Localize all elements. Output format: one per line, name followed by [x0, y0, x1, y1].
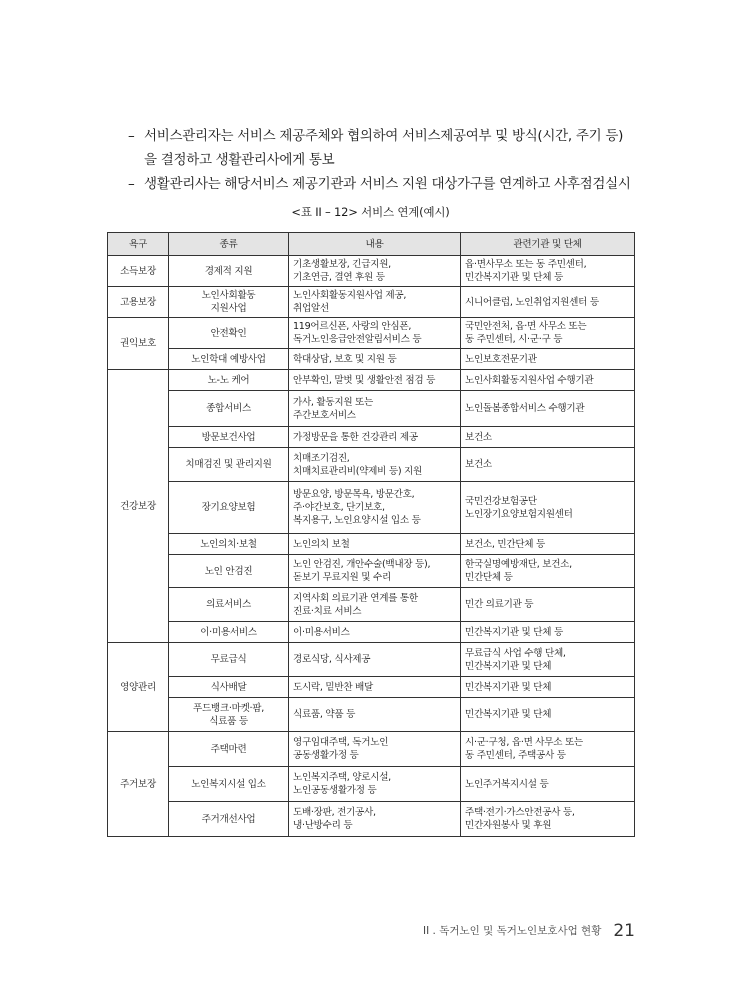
- type-cell: 방문보건사업: [169, 427, 289, 448]
- content-cell: 노인 안검진, 개안수술(백내장 등), 돋보기 무료지원 및 수리: [289, 555, 461, 588]
- content-cell: 노인사회활동지원사업 제공, 취업알선: [289, 287, 461, 318]
- content-cell: 방문요양, 방문목욕, 방문간호, 주·야간보호, 단기보호, 복지용구, 노인요양시설 입소 등: [289, 482, 461, 534]
- content-cell: 식료품, 약품 등: [289, 698, 461, 732]
- type-cell: 노-노 케어: [169, 370, 289, 391]
- bullet-list: [128, 124, 648, 196]
- org-cell: 보건소: [461, 427, 635, 448]
- org-cell: 노인보호전문기관: [461, 349, 635, 370]
- content-cell: 이·미용서비스: [289, 622, 461, 643]
- content-cell: 노인의치 보철: [289, 534, 461, 555]
- type-cell: 식사배달: [169, 677, 289, 698]
- content-cell: 지역사회 의료기관 연계를 통한 진료·치료 서비스: [289, 588, 461, 622]
- group-cell: 영양관리: [108, 643, 169, 732]
- table-row: [108, 349, 635, 370]
- org-cell: 시·군·구청, 읍·면 사무소 또는 동 주민센터, 주택공사 등: [461, 732, 635, 767]
- table-row: [108, 427, 635, 448]
- org-cell: 보건소, 민간단체 등: [461, 534, 635, 555]
- type-cell: 의료서비스: [169, 588, 289, 622]
- content-cell: 노인복지주택, 양로시설, 노인공동생활가정 등: [289, 767, 461, 802]
- table-row: [108, 318, 635, 349]
- group-cell: 소득보장: [108, 256, 169, 287]
- table-header-row: [108, 233, 635, 256]
- org-cell: 민간복지기관 및 단체: [461, 698, 635, 732]
- org-cell: 노인돌봄종합서비스 수행기관: [461, 391, 635, 427]
- table-row: [108, 287, 635, 318]
- bullet-item: – 생활관리사는 해당서비스 제공기관과 서비스 지원 대상가구를 연계하고 사후점검실시: [128, 176, 631, 192]
- type-cell: 노인 안검진: [169, 555, 289, 588]
- org-cell: 민간복지기관 및 단체: [461, 677, 635, 698]
- type-cell: 종합서비스: [169, 391, 289, 427]
- group-cell: 주거보장: [108, 732, 169, 837]
- org-cell: 민간복지기관 및 단체 등: [461, 622, 635, 643]
- type-cell: 장기요양보험: [169, 482, 289, 534]
- content-cell: 가정방문을 통한 건강관리 제공: [289, 427, 461, 448]
- table-row: [108, 482, 635, 534]
- org-cell: 민간 의료기관 등: [461, 588, 635, 622]
- org-cell: 한국실명예방재단, 보건소, 민간단체 등: [461, 555, 635, 588]
- bullet-item: – 서비스관리자는 서비스 제공주체와 협의하여 서비스제공여부 및 방식(시간, 주기 등): [128, 128, 624, 144]
- type-cell: 주거개선사업: [169, 802, 289, 837]
- table-row: [108, 534, 635, 555]
- type-cell: 노인사회활동 지원사업: [169, 287, 289, 318]
- type-cell: 치매검진 및 관리지원: [169, 448, 289, 482]
- content-cell: 경로식당, 식사제공: [289, 643, 461, 677]
- type-cell: 노인의치·보철: [169, 534, 289, 555]
- column-header: 내용: [289, 233, 461, 256]
- content-cell: 도배·장판, 전기공사, 냉·난방수리 등: [289, 802, 461, 837]
- column-header: 욕구: [108, 233, 169, 256]
- bullet-text: 을 결정하고 생활관리사에게 통보: [144, 152, 335, 168]
- type-cell: 안전확인: [169, 318, 289, 349]
- content-cell: 119어르신폰, 사랑의 안심폰, 독거노인응급안전알림서비스 등: [289, 318, 461, 349]
- table-row: [108, 588, 635, 622]
- table-caption: <표 II – 12> 서비스 연계(예시): [291, 205, 450, 219]
- page-footer: [423, 921, 635, 941]
- bullet-text: 생활관리사는 해당서비스 제공기관과 서비스 지원 대상가구를 연계하고 사후점검실시: [144, 176, 631, 192]
- table-row: [108, 256, 635, 287]
- content-cell: 도시락, 밑반찬 배달: [289, 677, 461, 698]
- table-row: [108, 732, 635, 767]
- org-cell: 노인사회활동지원사업 수행기관: [461, 370, 635, 391]
- type-cell: 노인복지시설 입소: [169, 767, 289, 802]
- table-row: [108, 370, 635, 391]
- table-row: [108, 698, 635, 732]
- org-cell: 국민건강보험공단 노인장기요양보험지원센터: [461, 482, 635, 534]
- type-cell: 노인학대 예방사업: [169, 349, 289, 370]
- bullet-item-continuation: [128, 148, 648, 172]
- bullet-text: 서비스관리자는 서비스 제공주체와 협의하여 서비스제공여부 및 방식(시간, 주기 등): [144, 128, 624, 144]
- org-cell: 무료급식 사업 수행 단체, 민간복지기관 및 단체: [461, 643, 635, 677]
- content-cell: 가사, 활동지원 또는 주간보호서비스: [289, 391, 461, 427]
- group-cell: 건강보장: [108, 370, 169, 643]
- org-cell: 노인주거복지시설 등: [461, 767, 635, 802]
- org-cell: 주택·전기·가스안전공사 등, 민간자원봉사 및 후원: [461, 802, 635, 837]
- table-row: [108, 448, 635, 482]
- type-cell: 주택마련: [169, 732, 289, 767]
- type-cell: 경제적 지원: [169, 256, 289, 287]
- group-cell: 고용보장: [108, 287, 169, 318]
- content-cell: 치매조기검진, 치매치료관리비(약제비 등) 지원: [289, 448, 461, 482]
- org-cell: 보건소: [461, 448, 635, 482]
- org-cell: 시니어클럽, 노인취업지원센터 등: [461, 287, 635, 318]
- table-row: [108, 622, 635, 643]
- content-cell: 영구임대주택, 독거노인 공동생활가정 등: [289, 732, 461, 767]
- org-cell: 국민안전처, 읍·면 사무소 또는 동 주민센터, 시·군·구 등: [461, 318, 635, 349]
- org-cell: 읍·면사무소 또는 동 주민센터, 민간복지기관 및 단체 등: [461, 256, 635, 287]
- table-row: [108, 555, 635, 588]
- table-row: [108, 802, 635, 837]
- content-cell: 안부확인, 말벗 및 생활안전 점검 등: [289, 370, 461, 391]
- service-linkage-table: [107, 232, 635, 837]
- table-row: [108, 391, 635, 427]
- table-row: [108, 767, 635, 802]
- content-cell: 학대상담, 보호 및 지원 등: [289, 349, 461, 370]
- type-cell: 무료급식: [169, 643, 289, 677]
- table-row: [108, 643, 635, 677]
- type-cell: 푸드뱅크·마켓·팜, 식료품 등: [169, 698, 289, 732]
- type-cell: 이·미용서비스: [169, 622, 289, 643]
- footer-chapter-title: II . 독거노인 및 독거노인보호사업 현황: [422, 925, 602, 937]
- page-number: 21: [613, 921, 635, 941]
- column-header: 관련기관 및 단체: [461, 233, 635, 256]
- column-header: 종류: [169, 233, 289, 256]
- group-cell: 권익보호: [108, 318, 169, 370]
- table-row: [108, 677, 635, 698]
- content-cell: 기초생활보장, 긴급지원, 기초연금, 결연 후원 등: [289, 256, 461, 287]
